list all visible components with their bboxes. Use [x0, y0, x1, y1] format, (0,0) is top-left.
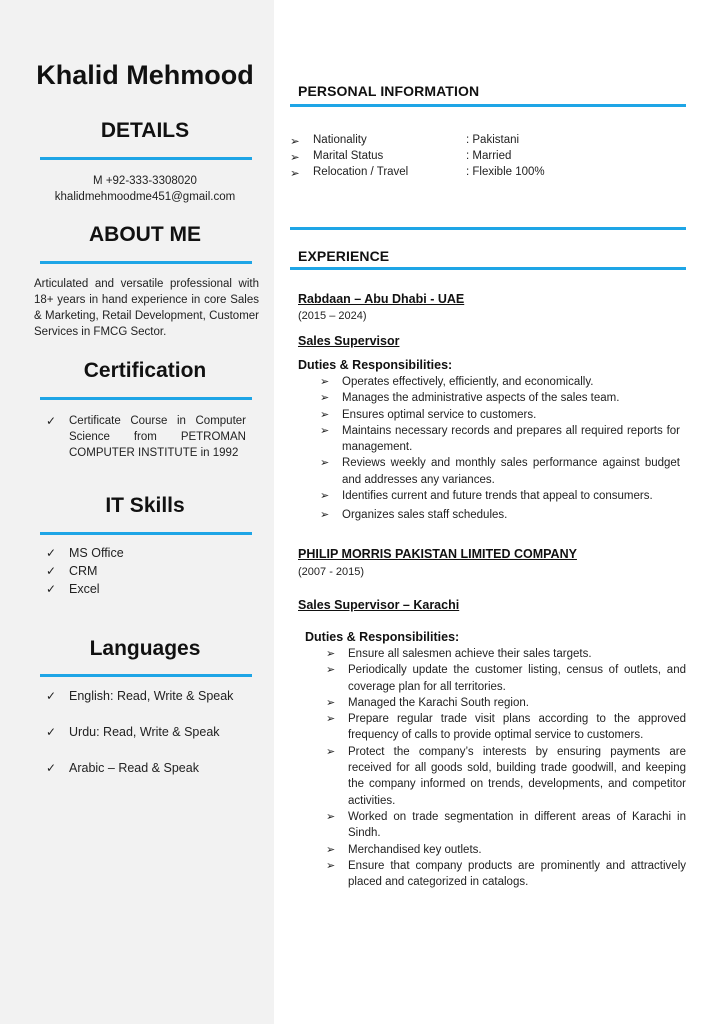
duty-item: ➢ Manages the administrative aspects of the sales team. [318, 390, 680, 406]
arrow-bullet-icon: ➢ [326, 810, 336, 823]
checkmark-icon: ✓ [46, 725, 57, 739]
arrow-bullet-icon: ➢ [320, 509, 330, 522]
language-item: ✓ English: Read, Write & Speak [46, 689, 234, 703]
duty-item: ➢ Identifies current and future trends that appeal to consumers. [318, 488, 680, 504]
checkmark-icon: ✓ [46, 582, 57, 596]
arrow-bullet-icon: ➢ [320, 490, 330, 503]
arrow-bullet-icon: ➢ [320, 457, 330, 470]
arrow-bullet-icon: ➢ [326, 859, 336, 872]
languages-list [46, 689, 246, 797]
arrow-bullet-icon: ➢ [326, 664, 336, 677]
certification-list [46, 413, 246, 461]
phone-number: M +92-333-3308020 [93, 175, 197, 187]
skill-item: ✓ CRM [46, 564, 98, 578]
certification-item: ✓ Certificate Course in Computer Science from PETROMAN COMPUTER INSTITUTE in 1992 [46, 414, 246, 459]
skill-item: ✓ Excel [46, 582, 100, 596]
duty-item: ➢ Organizes sales staff schedules. [318, 507, 680, 523]
arrow-bullet-icon: ➢ [320, 408, 330, 421]
duty-item: ➢ Worked on trade segmentation in different areas of Karachi in Sindh. [326, 810, 686, 840]
arrow-bullet-icon: ➢ [326, 648, 336, 660]
about-text: Articulated and versatile professional with 18+ years in hand experience in core Sales & Marketing, Retail Development, Customer Services in FMCG Sector. [34, 278, 259, 338]
skill-item: ✓ MS Office [46, 546, 124, 560]
about-divider [40, 261, 252, 264]
info-row-relocation: ➢ Relocation / Travel : Flexible 100% [290, 166, 545, 180]
checkmark-icon: ✓ [46, 761, 57, 775]
job-company: PHILIP MORRIS PAKISTAN LIMITED COMPANY [298, 547, 577, 561]
duty-item: ➢ Periodically update the customer listing, census of outlets, and coverage plan for all territories. [326, 664, 686, 693]
experience-heading: EXPERIENCE [298, 248, 390, 264]
duty-item: ➢ Reviews weekly and monthly sales performance against budget and addresses any variances. [320, 457, 680, 486]
duties-heading: Duties & Responsibilities: [305, 630, 460, 644]
details-divider [40, 157, 252, 160]
personal-info-heading: PERSONAL INFORMATION [298, 83, 480, 99]
experience-top-divider [290, 227, 686, 230]
it-skills-heading: IT Skills [105, 494, 185, 517]
certification-divider [40, 397, 252, 400]
arrow-bullet-icon: ➢ [320, 392, 330, 405]
duty-item: ➢ Ensure that company products are prominently and attractively placed and categorized in catalogs. [326, 859, 686, 889]
job-role: Sales Supervisor – Karachi [298, 598, 460, 612]
arrow-bullet-icon: ➢ [290, 136, 300, 148]
duties-list [318, 374, 680, 524]
duties-list [324, 646, 686, 890]
duty-item: ➢ Maintains necessary records and prepares all required reports for management. [320, 424, 680, 454]
duty-item: ➢ Ensure all salesmen achieve their sales targets. [324, 646, 686, 662]
arrow-bullet-icon: ➢ [326, 696, 336, 709]
arrow-bullet-icon: ➢ [290, 152, 300, 164]
duty-item: ➢ Protect the company’s interests by ensuring payments are received for all goods sold, building trade goodwill, and keeping the company informed on trends, developments, and competitor activities. [326, 745, 686, 807]
job-period: (2007 - 2015) [298, 566, 365, 578]
arrow-bullet-icon: ➢ [326, 713, 336, 726]
checkmark-icon: ✓ [46, 546, 57, 560]
it-skills-list [46, 546, 246, 600]
job-period: (2015 – 2024) [298, 310, 367, 322]
personal-info-list [290, 134, 680, 182]
about-heading: ABOUT ME [89, 223, 201, 246]
arrow-bullet-icon: ➢ [320, 376, 330, 388]
duty-item: ➢ Managed the Karachi South region. [324, 695, 686, 711]
languages-divider [40, 674, 252, 677]
it-skills-divider [40, 532, 252, 535]
job-role: Sales Supervisor [298, 334, 400, 348]
duty-item: ➢ Merchandised key outlets. [324, 842, 686, 858]
details-heading: DETAILS [100, 119, 190, 142]
language-item: ✓ Arabic – Read & Speak [46, 761, 199, 775]
language-item: ✓ Urdu: Read, Write & Speak [46, 725, 220, 739]
arrow-bullet-icon: ➢ [326, 745, 336, 758]
job-company: Rabdaan – Abu Dhabi - UAE [298, 292, 465, 306]
duty-item: ➢ Ensures optimal service to customers. [318, 407, 680, 423]
duty-item: ➢ Prepare regular trade visit plans according to the approved frequency of calls to provide optimal service to customers. [326, 713, 686, 742]
duties-heading: Duties & Responsibilities: [298, 358, 453, 372]
experience-divider [290, 267, 686, 270]
duty-item: ➢ Operates effectively, efficiently, and economically. [318, 374, 680, 390]
arrow-bullet-icon: ➢ [326, 843, 336, 856]
checkmark-icon: ✓ [46, 564, 57, 578]
info-row-marital-status: ➢ Marital Status : Married [290, 150, 512, 164]
candidate-name: Khalid Mehmood [36, 60, 254, 90]
languages-heading: Languages [89, 637, 201, 660]
arrow-bullet-icon: ➢ [290, 168, 300, 180]
contact-block [0, 173, 290, 205]
email-address: khalidmehmoodme451@gmail.com [54, 191, 236, 203]
checkmark-icon: ✓ [46, 689, 57, 703]
certification-heading: Certification [83, 359, 207, 382]
arrow-bullet-icon: ➢ [320, 424, 330, 437]
personal-info-divider [290, 104, 686, 107]
info-row-nationality: ➢ Nationality : Pakistani [290, 134, 520, 148]
checkmark-icon: ✓ [46, 414, 57, 428]
